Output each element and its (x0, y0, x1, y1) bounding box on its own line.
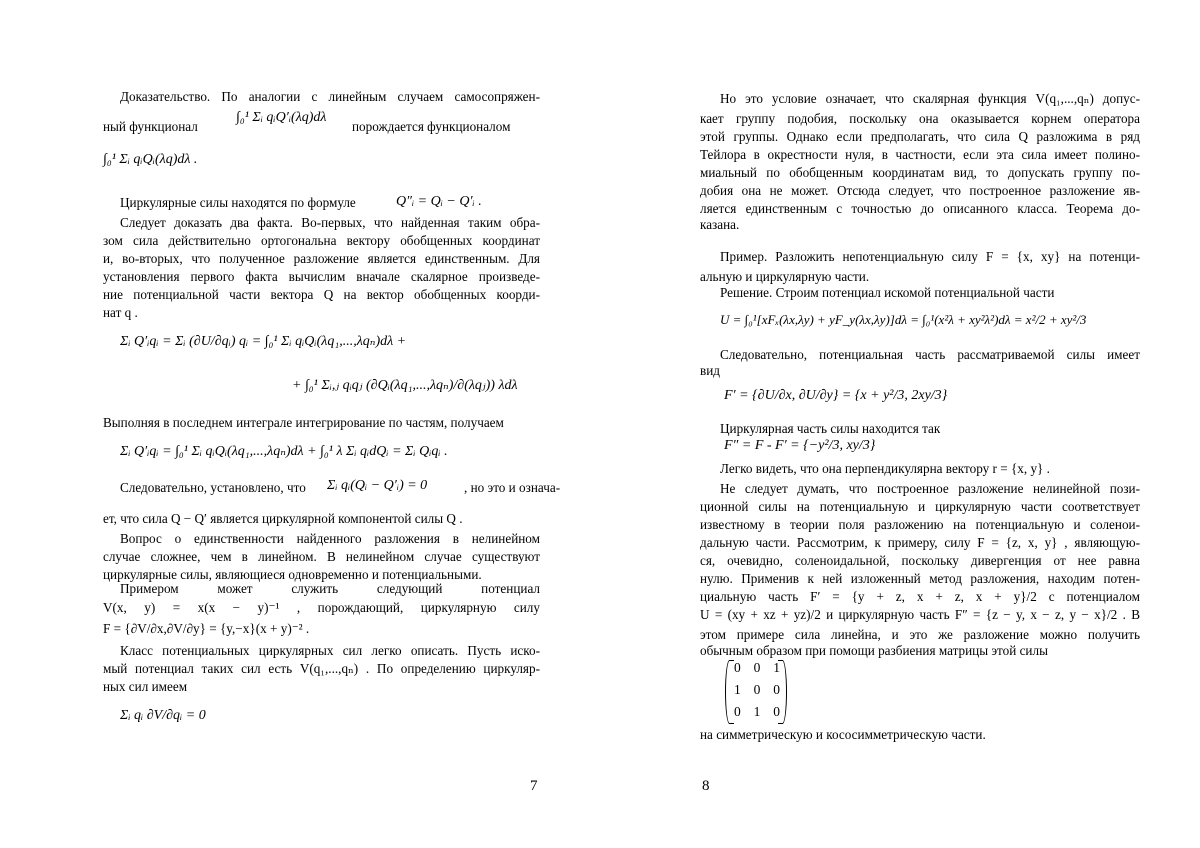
generated-by-label: порождается функционалом (352, 119, 511, 134)
functional-label: ный функционал (103, 119, 198, 134)
r-para2-line-4: дальную части. Рассмотрим, к примеру, силу F = {z, x, y} , являющую- (700, 535, 1140, 550)
r-para1-line-1: Но это условие означает, что скалярная функция V(q₁,...,qₙ) допус- (720, 91, 1140, 106)
example-line-c: F = {∂V/∂x,∂V/∂y} = {y,−x}(x + y)⁻² . (103, 621, 310, 636)
example-intro-line: Пример. Разложить непотенциальную силу F = {x, xy} на потенци- (720, 249, 1140, 264)
example-line-b: V(x, y) = x(x − y)⁻¹ , порождающий, циркулярную силу (103, 600, 540, 615)
para3-line-1: Вопрос о единственности найденного разложения в нелинейном (120, 531, 540, 546)
matrix-cell: 0 (734, 704, 741, 719)
para4-line-2: мый потенциал таких сил есть V(q₁,...,qₙ) . По определению циркуляр- (103, 661, 540, 676)
page-number-right: 8 (702, 778, 710, 794)
para2-line-1: Следует доказать два факта. Во-первых, что найденная таким обра- (120, 215, 540, 230)
circular-formula: Q″ᵢ = Qᵢ − Q′ᵢ . (396, 194, 482, 209)
matrix-cell: 0 (734, 660, 741, 675)
hence-potential-line-2: вид (700, 363, 720, 378)
example-intro-line-2: альную и циркулярную части. (700, 269, 870, 284)
matrix-cell: 1 (734, 682, 741, 697)
circular-force-equation: F″ = F - F′ = {−y²/3, xy/3} (724, 438, 876, 453)
r-para2-line-6: нулю. Применив к ней изложенный метод разложения, находим потен- (700, 571, 1140, 586)
matrix-row-1 (734, 660, 780, 676)
para3-line-2: случае сложнее, чем в линейном. В нелинейном случае существуют (103, 549, 540, 564)
para3-line-3: циркулярные силы, являющиеся одновременно и потенциальными. (103, 567, 482, 582)
r-para2-line-7: циальную часть F′ = {y + z, x + z, x + y}/2 с потенциалом (700, 589, 1140, 604)
potential-equation: U = ∫₀¹[xFₓ(λx,λy) + yF_y(λx,λy)]dλ = ∫₀¹(x²λ + xy²λ²)dλ = x²/2 + xy²/3 (720, 312, 1087, 327)
matrix-cell: 1 (773, 660, 780, 675)
orthogonality-formula: Σᵢ qᵢ(Qᵢ − Q′ᵢ) = 0 (327, 478, 428, 493)
para4-line-1: Класс потенциальных циркулярных сил легко описать. Пусть иско- (120, 643, 540, 658)
matrix-cell: 0 (753, 660, 761, 675)
r-para2-line-1: Не следует думать, что построенное разложение нелинейной пози- (720, 481, 1140, 496)
equation-1a: Σᵢ Q′ᵢqᵢ = Σᵢ (∂U/∂qᵢ) qᵢ = ∫₀¹ Σᵢ qᵢQᵢ(λq₁,...,λqₙ)dλ + (120, 334, 407, 349)
right-page (600, 0, 1200, 848)
hence-potential-line-1: Следовательно, потенциальная часть рассматриваемой силы имеет (720, 347, 1140, 362)
force-matrix (725, 660, 787, 722)
page-number-left: 7 (530, 778, 538, 794)
functional-formula: ∫₀¹ Σᵢ qᵢQ′ᵢ(λq)dλ (236, 110, 327, 125)
equation-1b: + ∫₀¹ Σᵢ,ⱼ qᵢqⱼ (∂Qᵢ(λq₁,...,λqₙ)/∂(λqⱼ)) λdλ (292, 378, 518, 393)
r-para1-line-5: миальный по обобщенным координатам вид, то допускать группу по- (700, 165, 1140, 180)
matrix-row-2 (734, 682, 780, 698)
para2-line-4: установления первого факта вычислим вначале скалярное произведе- (103, 269, 540, 284)
para2-line-2: зом сила действительно ортогональна вектору обобщенных координат (103, 233, 540, 248)
example-line-a: Примером может служить следующий потенциал (120, 581, 540, 596)
para2-line-5: ние потенциальной части вектора Q на вектор обобщенных коорди- (103, 287, 540, 302)
hence-line-a: Следовательно, установлено, что (120, 480, 306, 495)
para2-line-3: и, во-вторых, что полученное разложение является единственным. Для (103, 251, 540, 266)
solution-line: Решение. Строим потенциал искомой потенциальной части (720, 285, 1055, 300)
matrix-cell: 0 (773, 704, 780, 719)
r-para2-line-5: ся, очевидно, соленоидальной, поскольку дивергенция от нее равна (700, 553, 1140, 568)
r-para1-line-8: казана. (700, 217, 740, 232)
matrix-cell: 1 (753, 704, 761, 719)
r-para2-line-9: этом примере сила линейна, и это же разложение можно получить (700, 627, 1140, 642)
matrix-row-3 (734, 704, 780, 720)
r-para2-line-3: известному в теории поля разложению на потенциальную и соленои- (700, 517, 1140, 532)
final-equation-left: Σᵢ qᵢ ∂V/∂qᵢ = 0 (120, 708, 206, 723)
proof-intro-line: Доказательство. По аналогии с линейным случаем самосопряжен- (120, 89, 540, 104)
r-para1-line-4: Тейлора в окрестности нуля, в частности, если эта сила имеет полино- (700, 147, 1140, 162)
para4-line-3: ных сил имеем (103, 679, 188, 694)
matrix-cell: 0 (773, 682, 780, 697)
r-para2-line-10: обычным образом при помощи разбиения матрицы этой силы (700, 643, 1048, 658)
integration-by-parts-line: Выполняя в последнем интеграле интегрирование по частям, получаем (103, 415, 504, 430)
r-para1-line-6: добия она не может. Отсюда следует, что построенное разложение яв- (700, 183, 1140, 198)
perpendicular-line: Легко видеть, что она перпендикулярна вектору r = {x, y} . (720, 461, 1050, 476)
para2-line-6: нат q . (103, 305, 138, 320)
circular-forces-line: Циркулярные силы находятся по формуле (120, 195, 356, 210)
r-para2-line-2: ционной силы на потенциальную и циркулярную части соответствует (700, 499, 1140, 514)
equation-2: Σᵢ Q′ᵢqᵢ = ∫₀¹ Σᵢ qᵢQᵢ(λq₁,...,λqₙ)dλ + ∫₀¹ λ Σᵢ qᵢdQᵢ = Σᵢ Qᵢqᵢ . (120, 444, 448, 459)
matrix-cell: 0 (753, 682, 761, 697)
final-line-right: на симметрическую и кососимметрическую части. (700, 727, 986, 742)
r-para1-line-2: кает группу подобия, поскольку она оказывается корнем оператора (700, 111, 1140, 126)
matrix-left-bracket (725, 660, 734, 724)
r-para2-line-8: U = (xy + xz + yz)/2 и циркулярную часть F″ = {z − y, x − z, y − x}/2 . В (700, 607, 1140, 622)
hence-line-b: , но это и означа- (464, 480, 561, 495)
r-para1-line-7: ляется единственным с точностью до описанного класса. Теорема до- (700, 201, 1140, 216)
potential-force-equation: F′ = {∂U/∂x, ∂U/∂y} = {x + y²/3, 2xy/3} (724, 388, 948, 403)
circular-part-line: Циркулярная часть силы находится так (720, 421, 941, 436)
generator-formula: ∫₀¹ Σᵢ qᵢQᵢ(λq)dλ . (103, 152, 198, 167)
hence-line-c: ет, что сила Q − Q′ является циркулярной компонентой силы Q . (103, 511, 463, 526)
r-para1-line-3: этой группы. Однако если предполагать, что сила Q разложима в ряд (700, 129, 1140, 144)
